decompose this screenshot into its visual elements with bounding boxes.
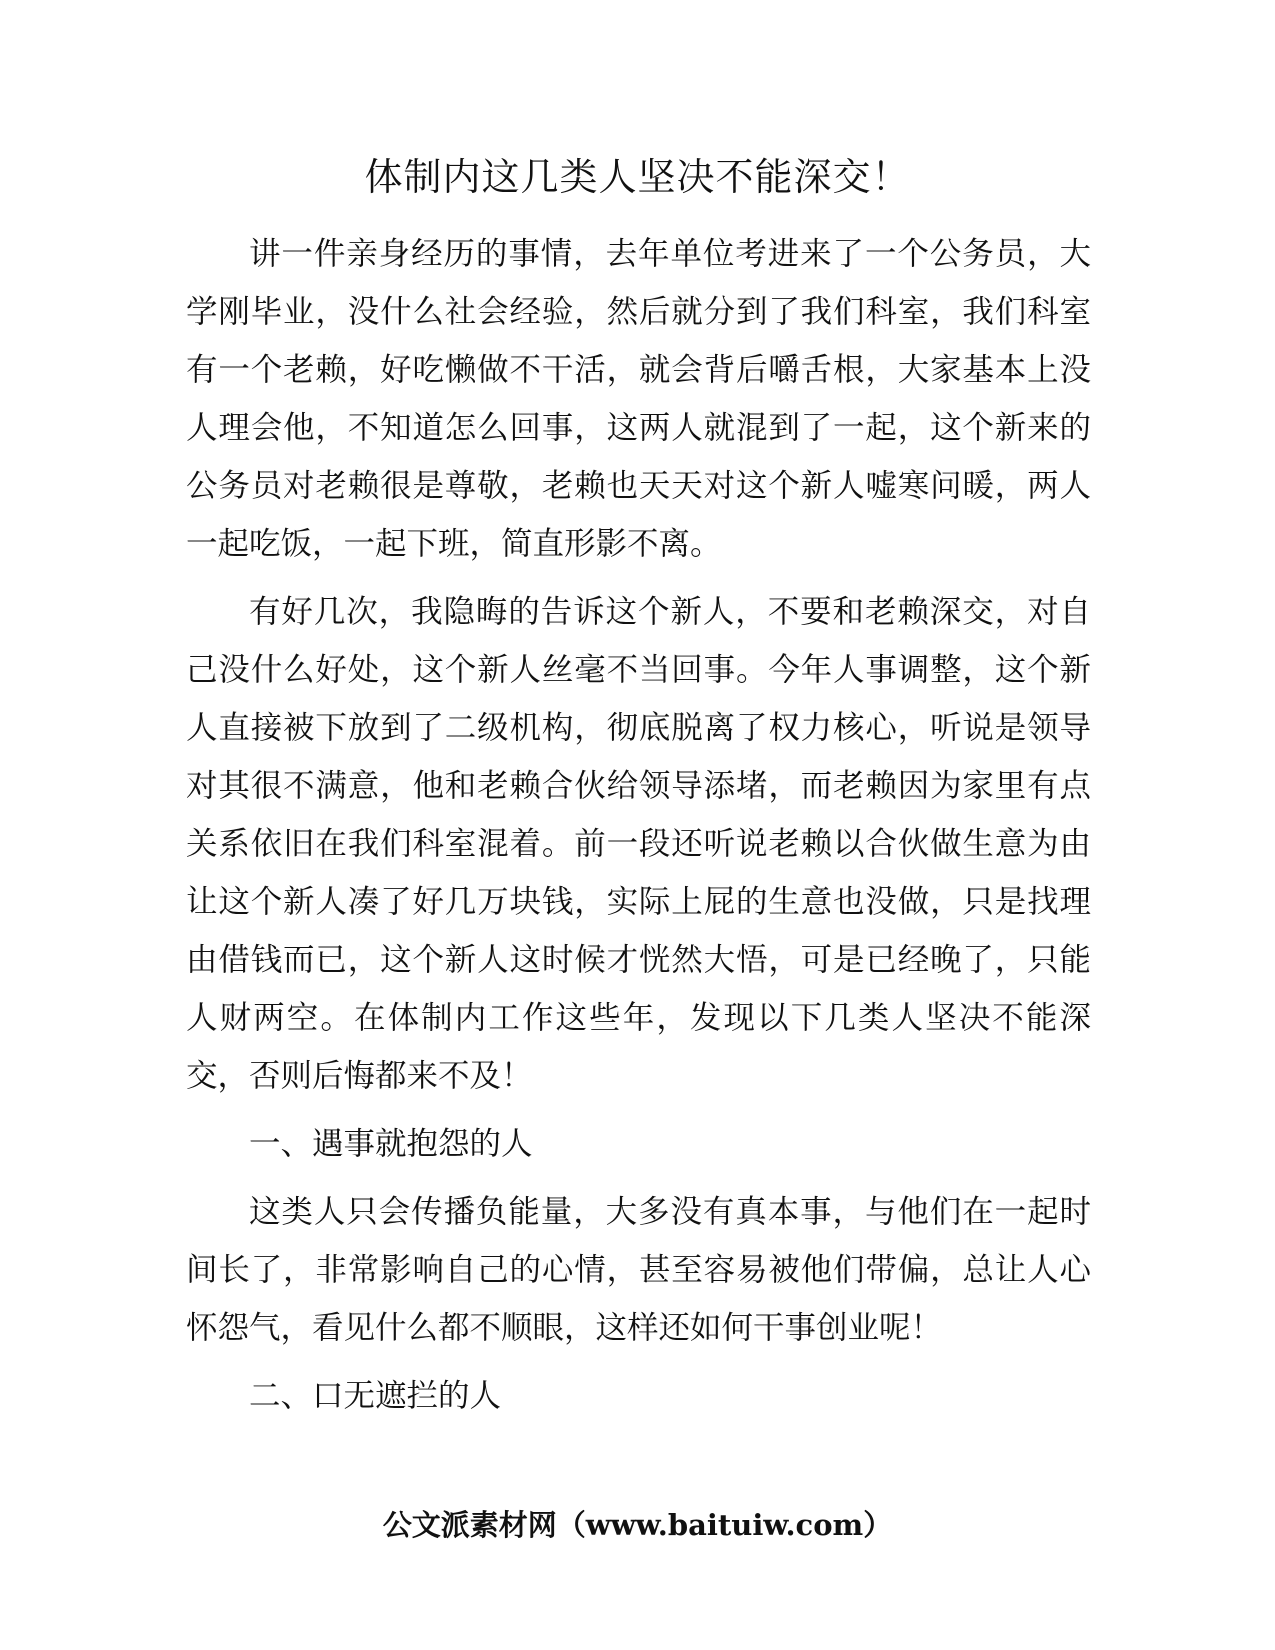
section-body-1: 这类人只会传播负能量，大多没有真本事，与他们在一起时间长了，非常影响自己的心情，甚至容易被他们带偏，总让人心怀怨气，看见什么都不顺眼，这样还如何干事创业呢！ [186, 1194, 1091, 1346]
document-body [186, 225, 1091, 1435]
document-title: 体制内这几类人坚决不能深交！ [364, 155, 911, 199]
paragraph-intro: 讲一件亲身经历的事情，去年单位考进来了一个公务员，大学刚毕业，没什么社会经验，然后就分到了我们科室，我们科室有一个老赖，好吃懒做不干活，就会背后嚼舌根，大家基本上没人理会他，不知道怎么回事，这两人就混到了一起，这个新来的公务员对老赖很是尊敬，老赖也天天对这个新人嘘寒问暖，两人一起吃饭，一起下班，简直形影不离。 [186, 236, 1091, 562]
paragraph-story: 有好几次，我隐晦的告诉这个新人，不要和老赖深交，对自己没什么好处，这个新人丝毫不当回事。今年人事调整，这个新人直接被下放到了二级机构，彻底脱离了权力核心，听说是领导对其很不满意，他和老赖合伙给领导添堵，而老赖因为家里有点关系依旧在我们科室混着。前一段还听说老赖以合伙做生意为由让这个新人凑了好几万块钱，实际上屁的生意也没做，只是找理由借钱而已，这个新人这时候才恍然大悟，可是已经晚了，只能人财两空。在体制内工作这些年，发现以下几类人坚决不能深交，否则后悔都来不及！ [186, 594, 1091, 1094]
section-heading-1: 一、遇事就抱怨的人 [249, 1126, 533, 1162]
section-heading-2: 二、口无遮拦的人 [249, 1378, 502, 1414]
footer-watermark: 公文派素材网（www.baituiw.com） [382, 1508, 893, 1542]
